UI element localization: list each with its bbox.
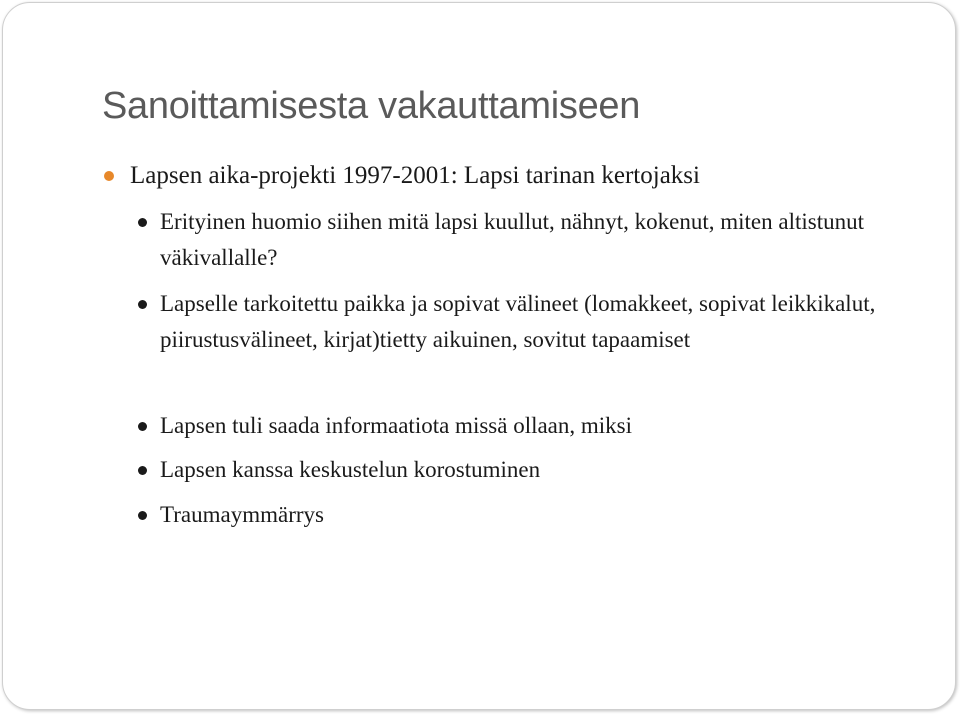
bullet-dot-icon bbox=[138, 218, 147, 227]
bullet-dot-icon bbox=[138, 422, 147, 431]
bullet-item-level1 bbox=[130, 158, 910, 194]
bullet-text: Lapsen tuli saada informaatiota missä ollaan, miksi bbox=[160, 413, 633, 438]
bullet-dot-icon bbox=[138, 300, 147, 309]
bullet-item-level2 bbox=[160, 452, 880, 488]
slide-title: Sanoittamisesta vakauttamiseen bbox=[102, 85, 641, 127]
bullet-dot-icon bbox=[104, 171, 114, 181]
bullet-dot-icon bbox=[138, 466, 147, 475]
bullet-text: Traumaymmärrys bbox=[160, 502, 324, 527]
bullet-text: Lapselle tarkoitettu paikka ja sopivat välineet (lomakkeet, sopivat leikkikalut, piirustusvälineet, kirjat)tietty aikuinen, sovitut tapaamiset bbox=[160, 291, 876, 352]
bullet-text: Erityinen huomio siihen mitä lapsi kuullut, nähnyt, kokenut, miten altistunut väkivallalle? bbox=[160, 209, 864, 270]
bullet-item-level2 bbox=[160, 204, 880, 276]
bullet-item-level2 bbox=[160, 408, 880, 444]
bullet-item-level2 bbox=[160, 286, 880, 358]
bullet-item-level2 bbox=[160, 497, 880, 533]
bullet-dot-icon bbox=[138, 511, 147, 520]
bullet-text: Lapsen kanssa keskustelun korostuminen bbox=[160, 457, 541, 482]
bullet-text: Lapsen aika-projekti 1997-2001: Lapsi tarinan kertojaksi bbox=[130, 162, 700, 189]
